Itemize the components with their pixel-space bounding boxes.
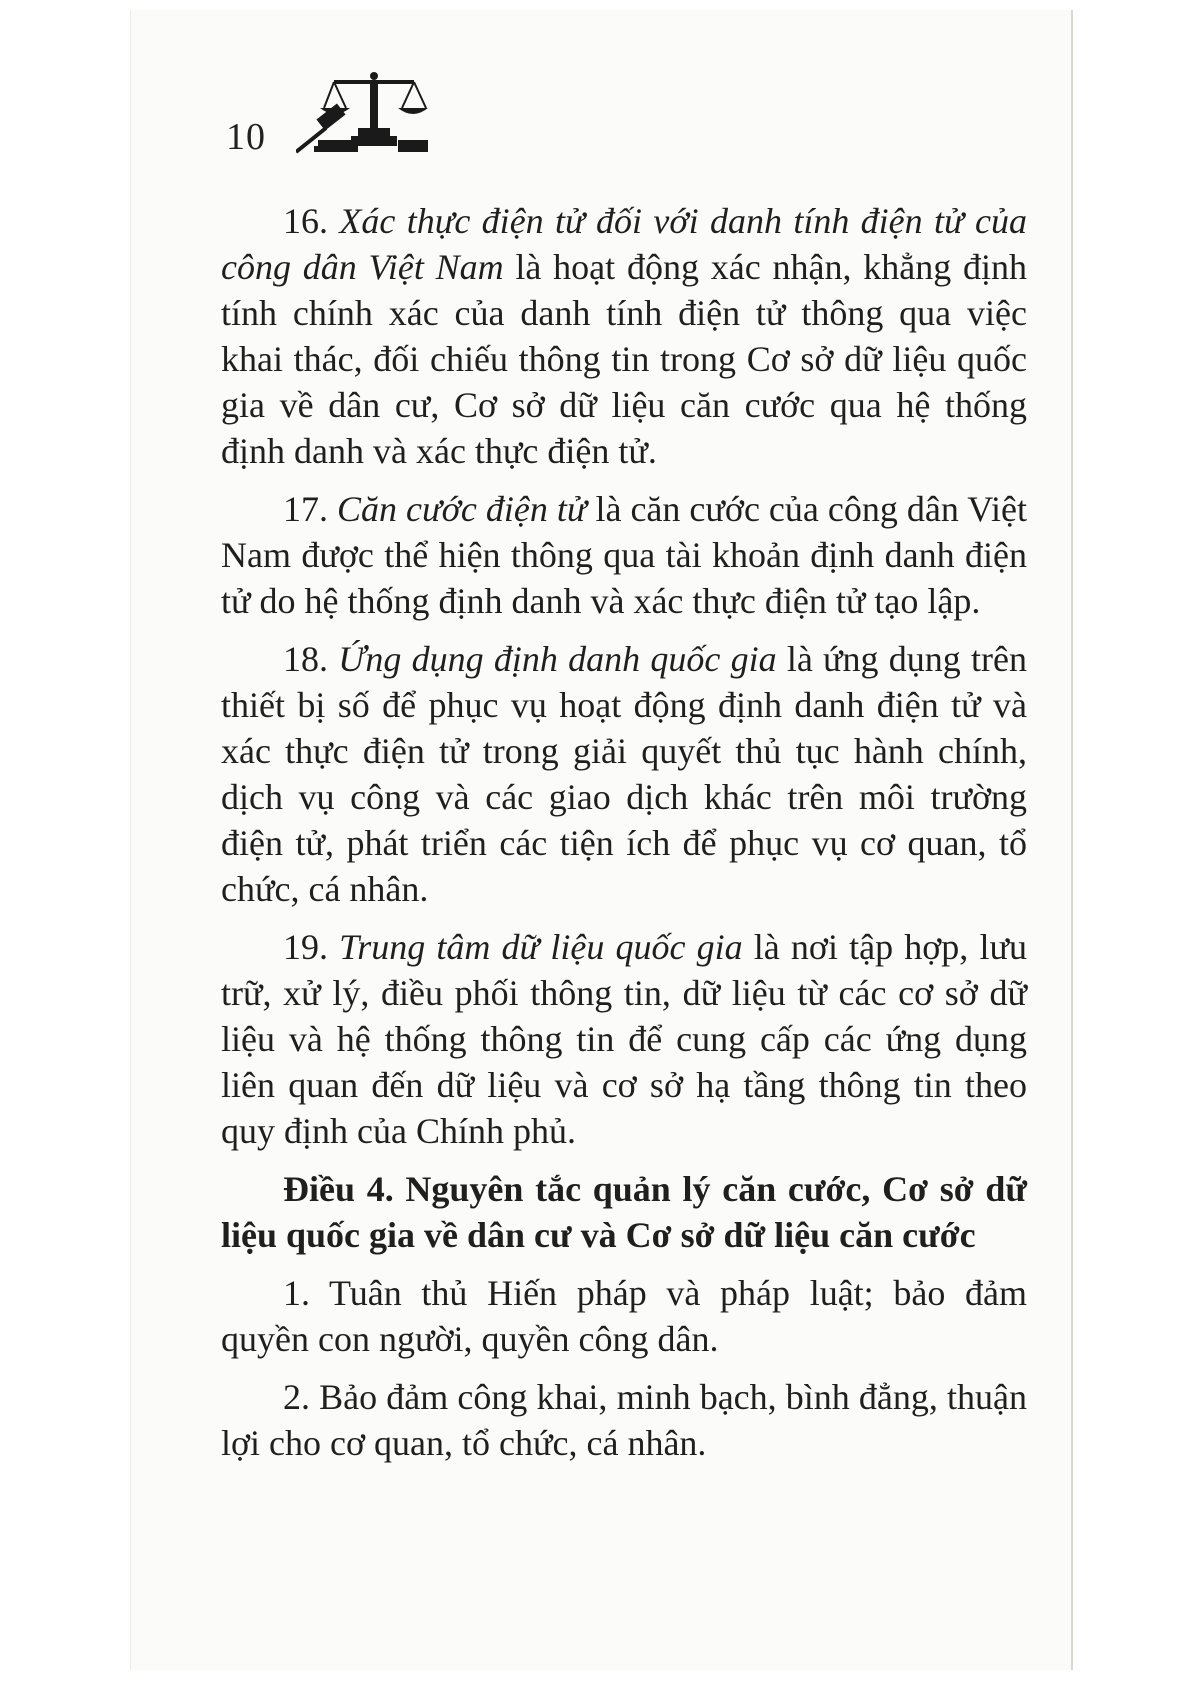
defined-term: Xác thực điện tử đối với danh tính điện tử của công dân Việt Nam — [221, 201, 1028, 287]
defined-term: Căn cước điện tử — [337, 489, 587, 529]
clause-1: 1. Tuân thủ Hiến pháp và pháp luật; bảo đảm quyền con người, quyền công dân. — [221, 1273, 1027, 1359]
definition-text: là căn cước của công dân Việt Nam được thể hiện thông qua tài khoản định danh điện tử do hệ thống định danh và xác thực điện tử tạo lập. — [221, 489, 1028, 621]
definition-text: là nơi tập hợp, lưu trữ, xử lý, điều phối thông tin, dữ liệu từ các cơ sở dữ liệu và hệ thống thông tin để cung cấp các ứng dụng liên quan đến dữ liệu và cơ sở hạ tầng thông tin theo quy định của Chính phủ. — [221, 927, 1027, 1151]
defined-term: Ứng dụng định danh quốc gia — [338, 639, 777, 679]
scales-of-justice-gavel-icon — [296, 60, 446, 155]
definition-paragraph-17 — [221, 486, 1027, 624]
definition-text: là ứng dụng trên thiết bị số để phục vụ hoạt động định danh điện tử và xác thực điện tử trong giải quyết thủ tục hành chính, dịch vụ công và các giao dịch khác trên môi trường điện tử, phát triển các tiện ích để phục vụ cơ quan, tổ chức, cá nhân. — [221, 639, 1028, 909]
defined-term: Trung tâm dữ liệu quốc gia — [339, 927, 743, 967]
body-text — [221, 198, 1027, 1478]
definition-paragraph-19 — [221, 924, 1027, 1154]
article-heading: Điều 4. Nguyên tắc quản lý căn cước, Cơ sở dữ liệu quốc gia về dân cư và Cơ sở dữ liệu căn cước — [221, 1169, 1027, 1255]
clause-number: 16. — [283, 201, 340, 241]
page-number: 10 — [226, 116, 266, 158]
book-page — [130, 10, 1073, 1670]
definition-paragraph-16 — [221, 198, 1027, 474]
clause-number: 19. — [283, 927, 340, 967]
clause-number: 18. — [283, 639, 339, 679]
clause-number: 17. — [283, 489, 338, 529]
definition-text: là hoạt động xác nhận, khẳng định tính chính xác của danh tính điện tử thông qua việc khai thác, đối chiếu thông tin trong Cơ sở dữ liệu quốc gia về dân cư, Cơ sở dữ liệu căn cước qua hệ thống định danh và xác thực điện tử. — [221, 247, 1027, 471]
page-header — [226, 60, 586, 170]
definition-paragraph-18 — [221, 636, 1027, 912]
clause-2: 2. Bảo đảm công khai, minh bạch, bình đẳng, thuận lợi cho cơ quan, tổ chức, cá nhân. — [221, 1377, 1027, 1463]
